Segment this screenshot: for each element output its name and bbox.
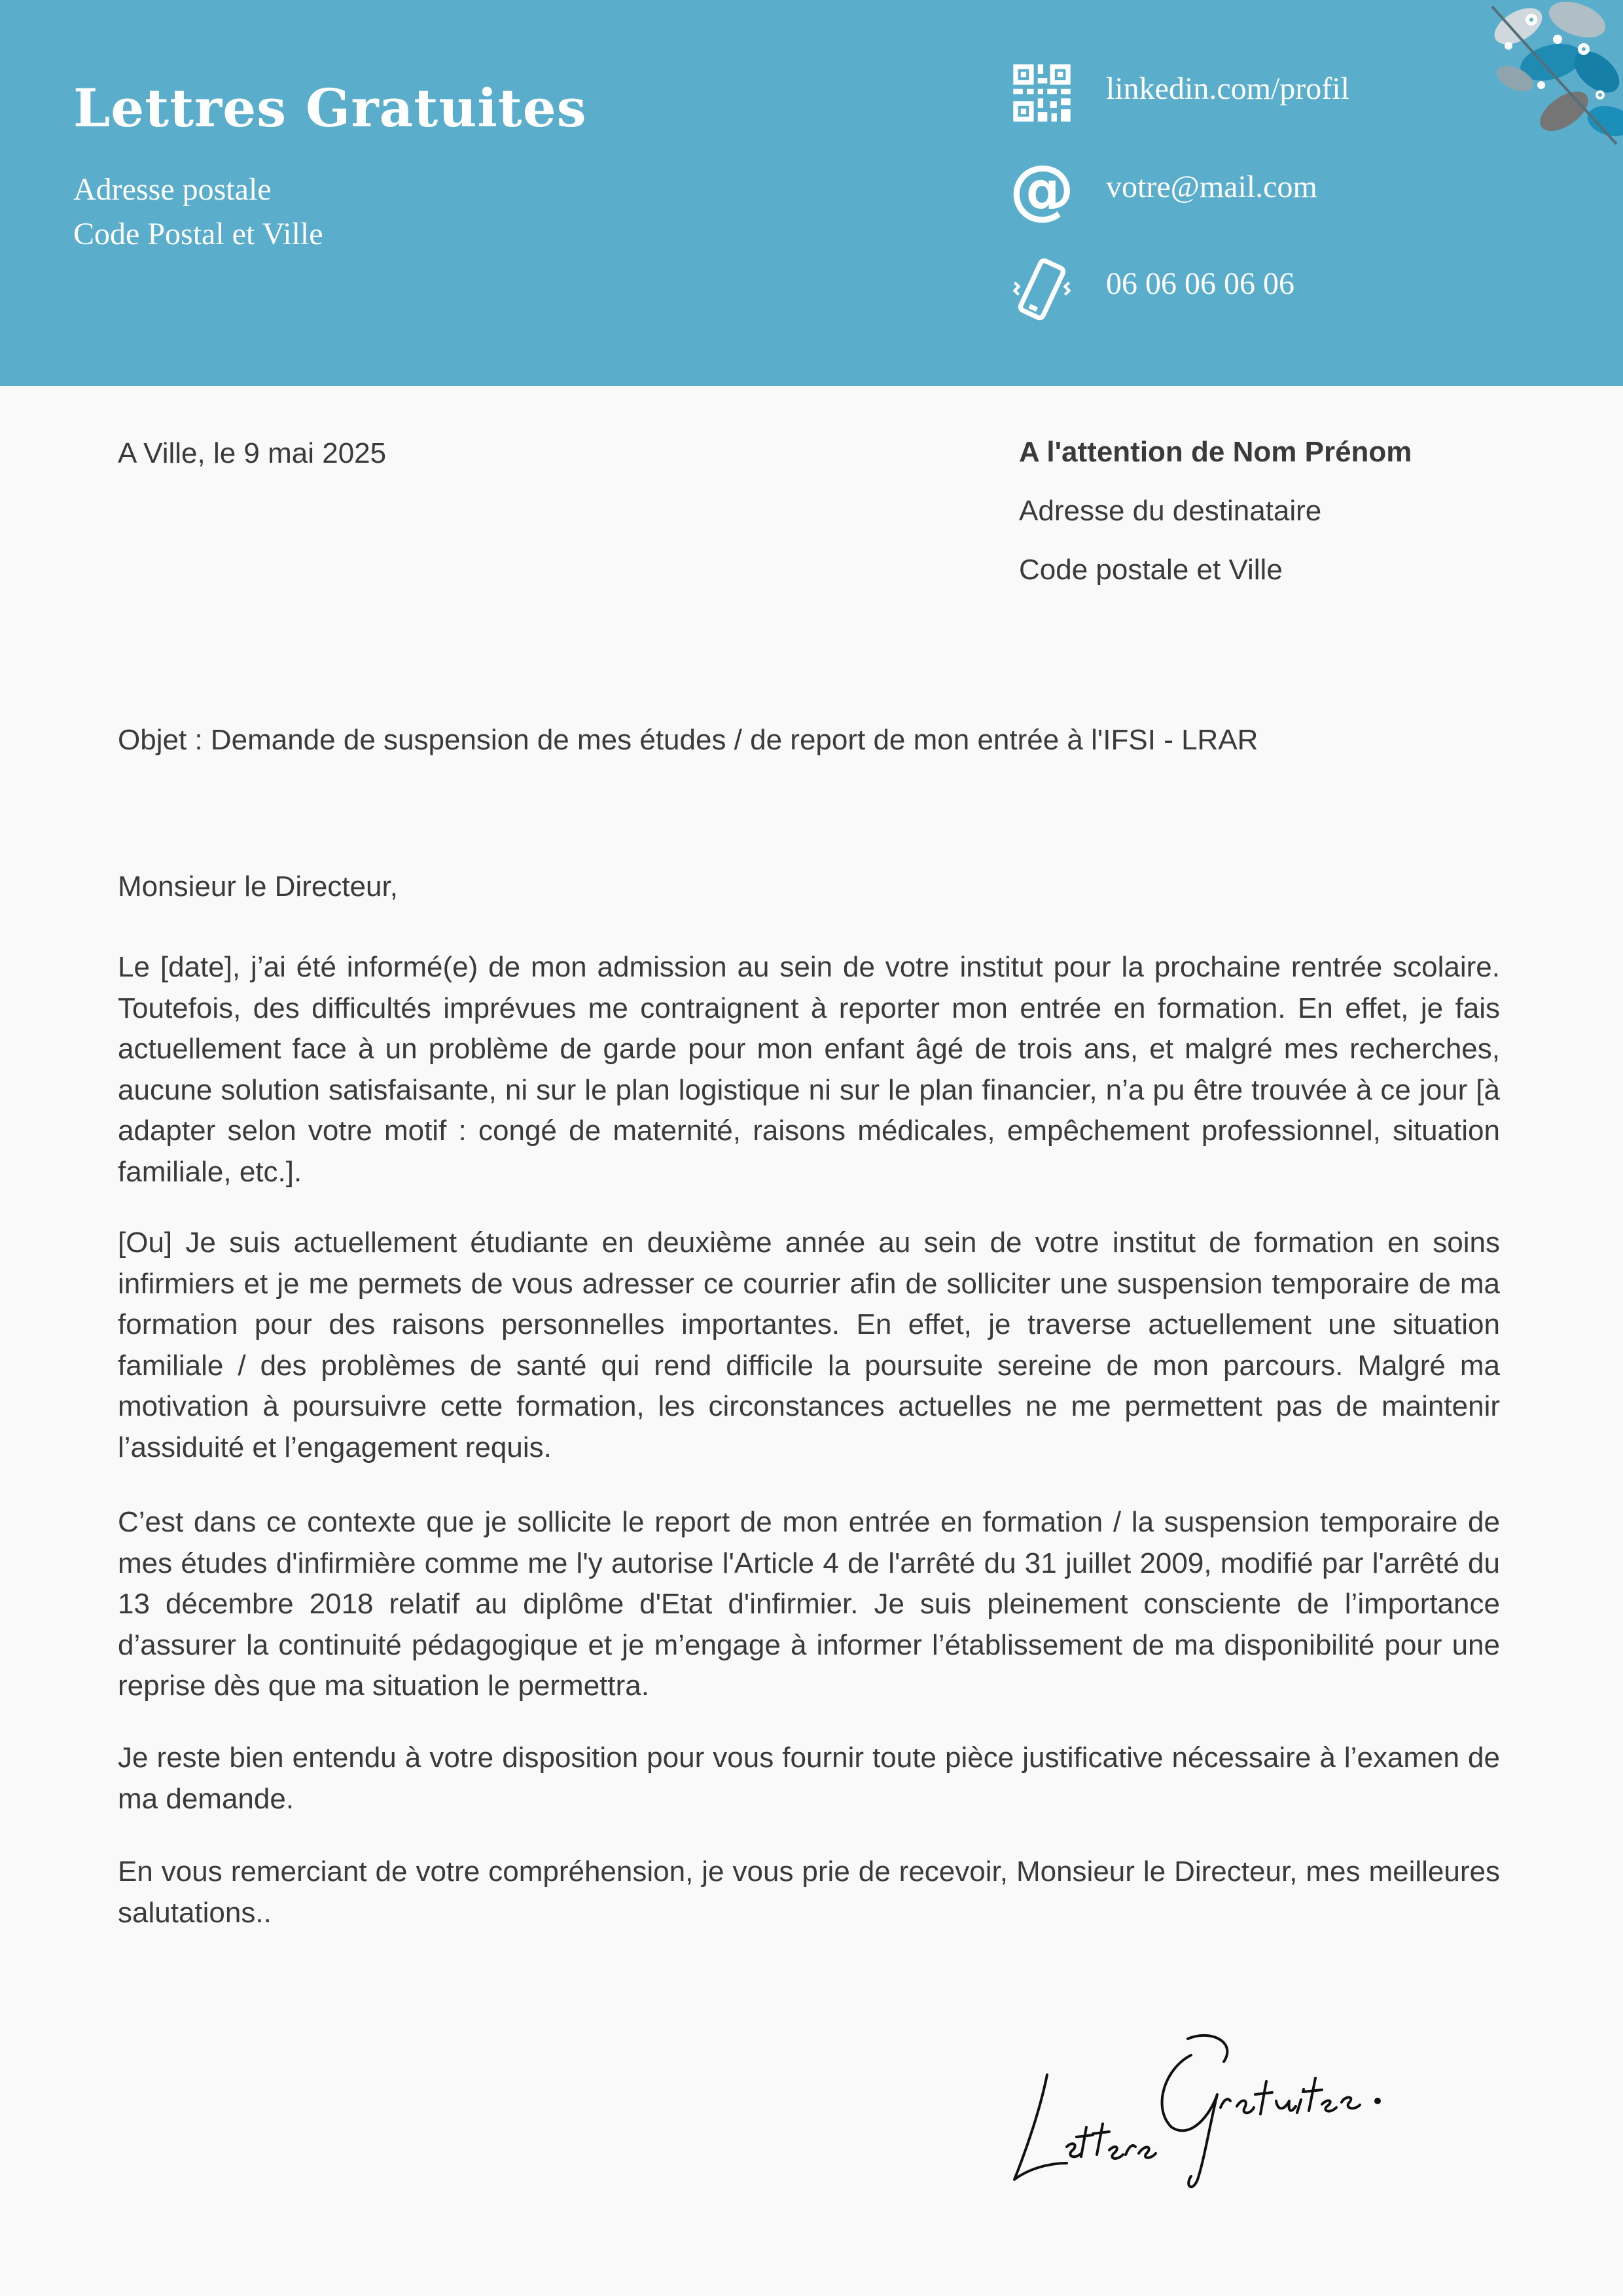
header-banner xyxy=(0,0,1623,386)
body-paragraph: Le [date], j’ai été informé(e) de mon admission au sein de votre institut pour la prochaine rentrée scolaire. Toutefois, des difficultés imprévues me contraignent à reporter mon entrée en formation. En effet, je fais actuellement face à un problème de garde pour mon enfant âgé de trois ans, et malgré mes recherches, aucune solution satisfaisante, ni sur le plan logistique ni sur le plan financier, n’a pu être trouvée à ce jour [à adapter selon votre motif : congé de maternité, raisons médicales, empêchement professionnel, situation familiale, etc.]. xyxy=(118,951,1500,1188)
body-paragraph: Je reste bien entendu à votre disposition pour vous fournir toute pièce justificative nécessaire à l’examen de ma demande. xyxy=(118,1742,1500,1815)
linkedin-link[interactable]: linkedin.com/profil xyxy=(1106,71,1349,106)
email-link[interactable]: votre@mail.com xyxy=(1106,170,1317,204)
at-sign-icon xyxy=(1008,157,1076,225)
sender-name: Lettres Gratuites xyxy=(73,77,587,139)
sender-address: Adresse postale xyxy=(73,172,272,207)
phone-icon xyxy=(1008,255,1076,323)
sender-city: Code Postal et Ville xyxy=(73,217,323,251)
letter-date: A Ville, le 9 mai 2025 xyxy=(118,437,387,469)
phone-number: 06 06 06 06 06 xyxy=(1106,266,1294,301)
letter-salutation: Monsieur le Directeur, xyxy=(118,870,398,903)
body-paragraph: [Ou] Je suis actuellement étudiante en deuxième année au sein de votre institut de formation en soins infirmiers et je me permets de vous adresser ce courrier afin de solliciter une suspension temporaire de ma formation pour des raisons personnelles importantes. En effet, je traverse actuellement une situation familiale / des problèmes de santé qui rend difficile la poursuite sereine de mon parcours. Malgré ma motivation à poursuivre cette formation, les circonstances actuelles ne me permettent pas de maintenir l’assiduité et l’engagement requis. xyxy=(118,1227,1500,1463)
svg-text:@: @ xyxy=(1009,157,1075,225)
recipient-name: A l'attention de Nom Prénom xyxy=(1019,436,1412,468)
letter-subject: Objet : Demande de suspension de mes études / de report de mon entrée à l'IFSI - LRAR xyxy=(118,724,1258,756)
floral-decoration-icon xyxy=(1479,0,1623,151)
body-paragraph: En vous remerciant de votre compréhension, je vous prie de recevoir, Monsieur le Directeur, mes meilleures salutations.. xyxy=(118,1856,1500,1929)
body-paragraph: C’est dans ce contexte que je sollicite le report de mon entrée en formation / la suspension temporaire de mes études d'infirmière comme me l'y autorise l'Article 4 de l'arrêté du 31 juillet 2009, modifié par l'arrêté du 13 décembre 2018 relatif au diplôme d'Etat d'infirmier. Je suis pleinement consciente de l’importance d’assurer la continuité pédagogique et je m’engage à informer l’établissement de ma disponibilité pour une reprise dès que ma situation le permettra. xyxy=(118,1506,1500,1702)
qr-code-icon xyxy=(1008,59,1076,127)
recipient-city: Code postale et Ville xyxy=(1019,554,1283,586)
handwritten-signature xyxy=(1001,2029,1394,2199)
recipient-address: Adresse du destinataire xyxy=(1019,495,1322,527)
